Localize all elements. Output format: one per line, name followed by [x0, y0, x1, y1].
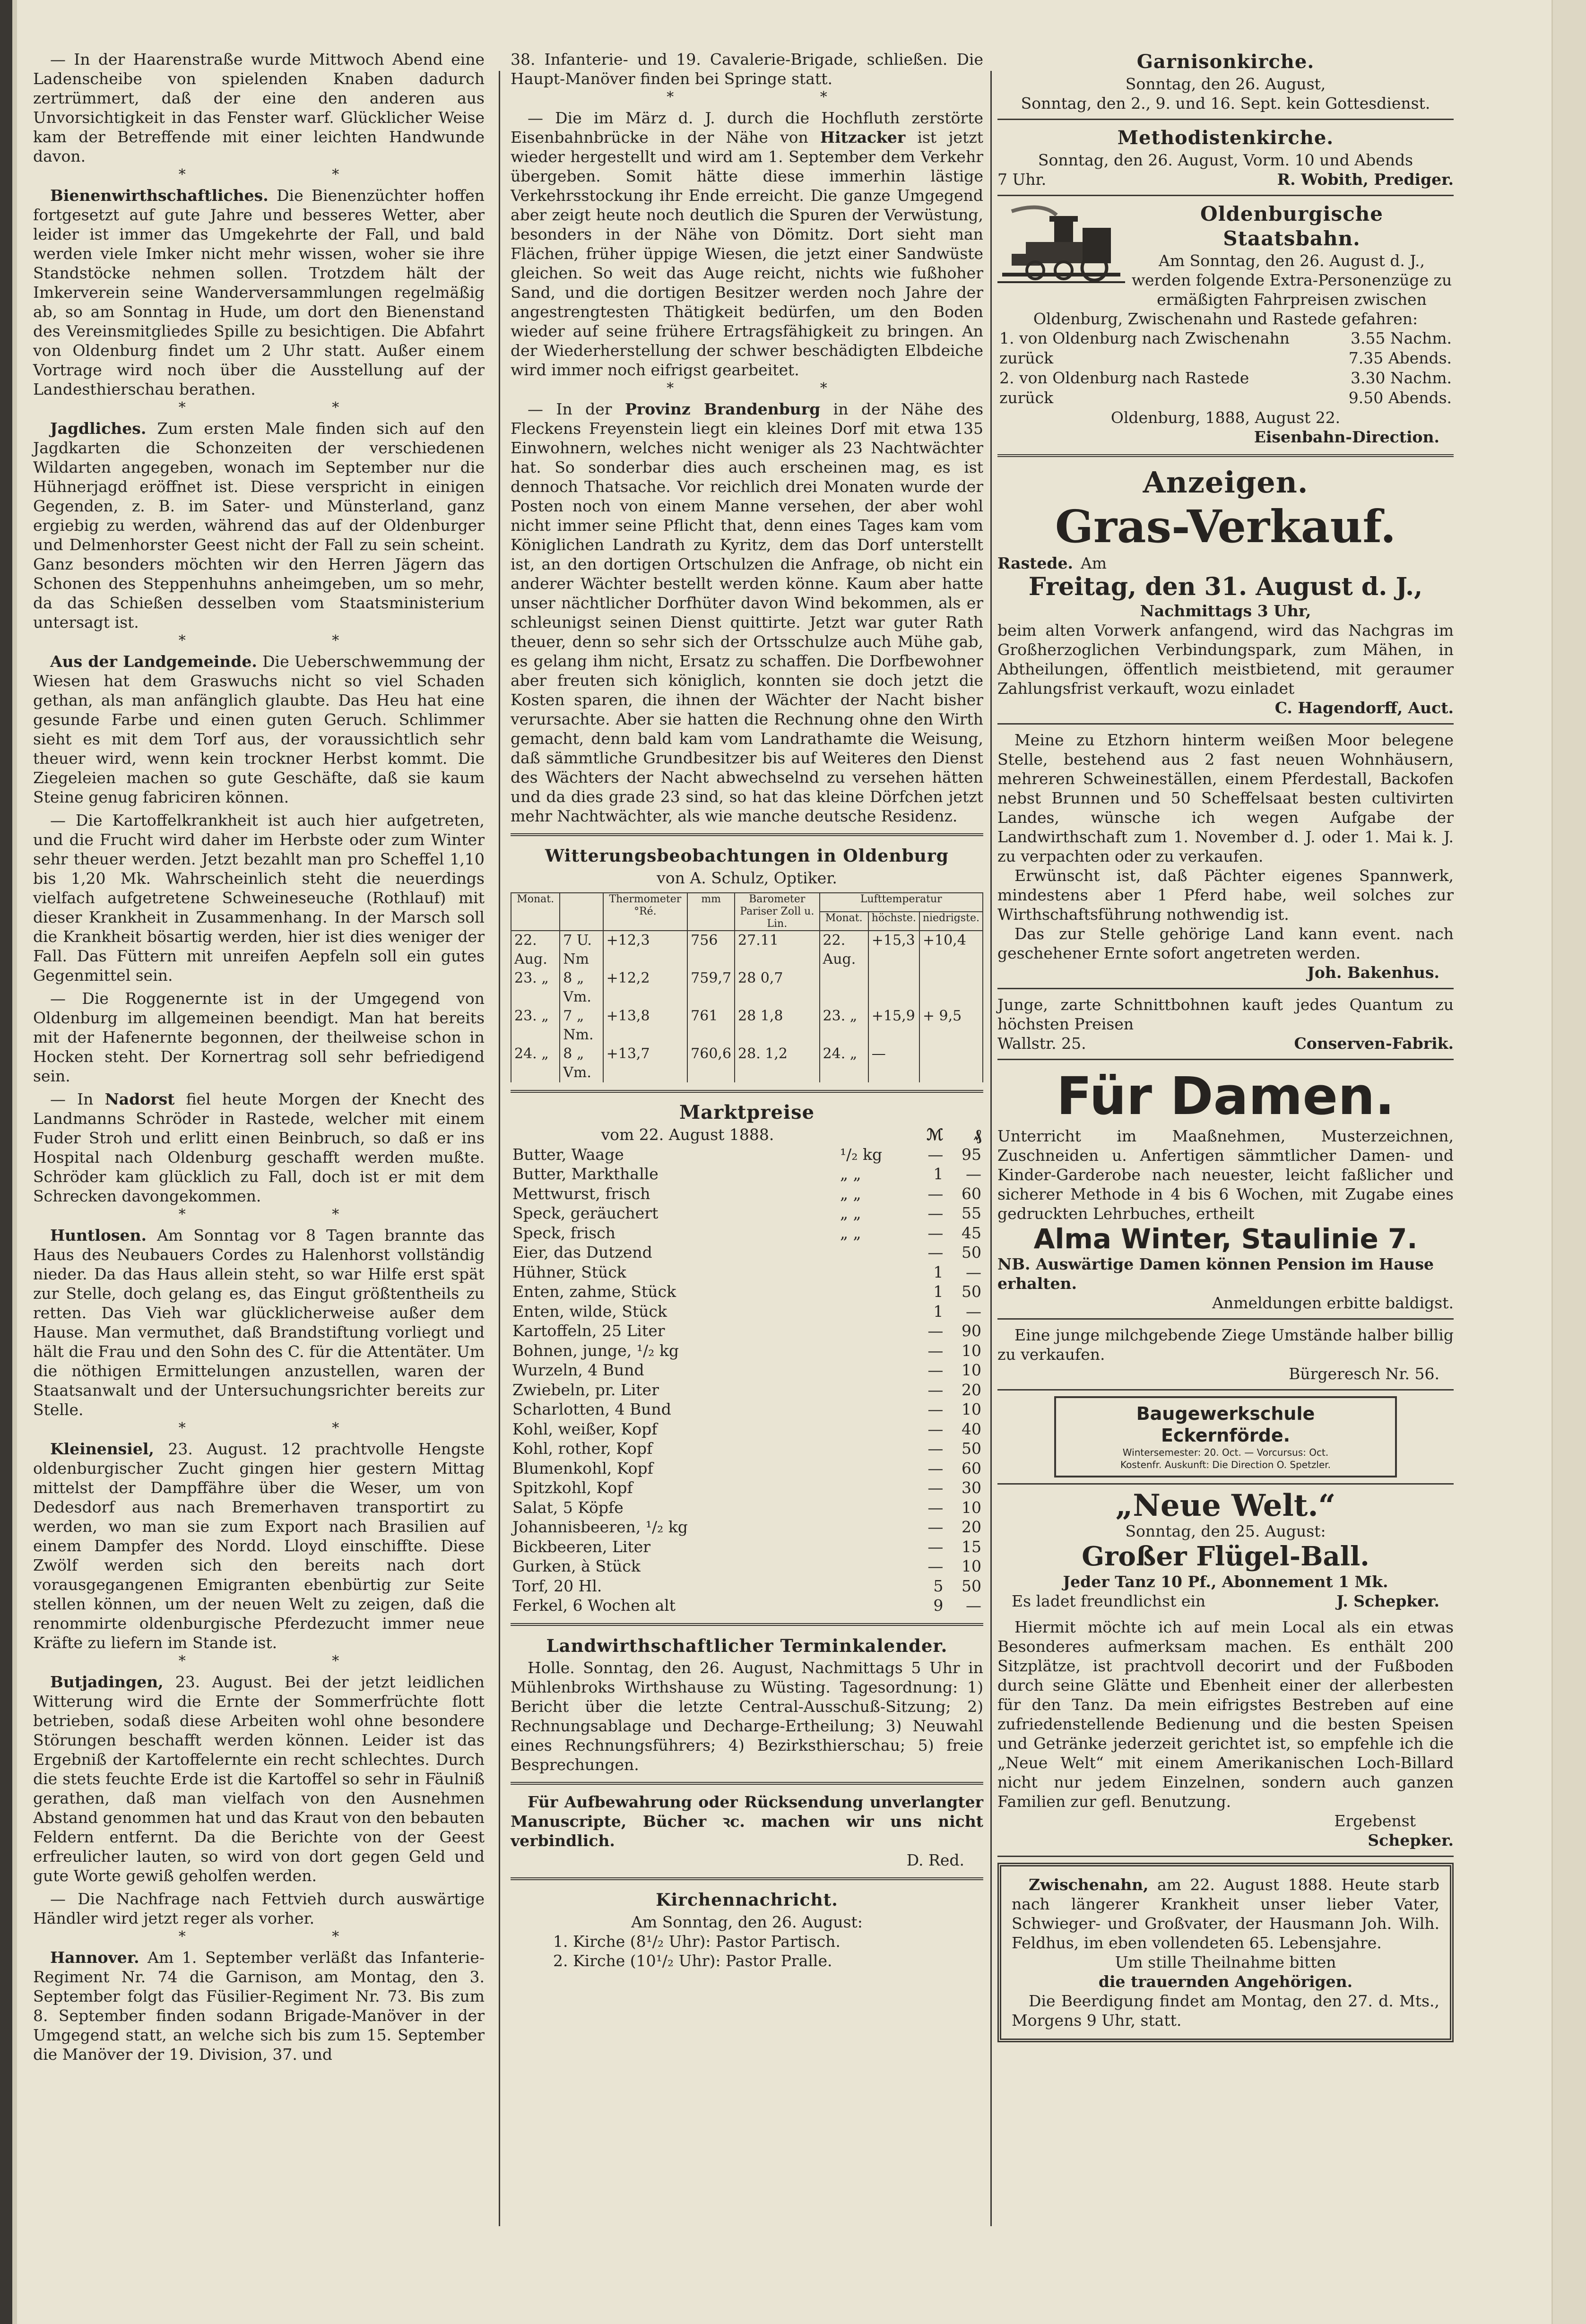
market-row-cell: 1: [933, 1302, 944, 1321]
market-row-cell: [838, 1243, 912, 1262]
divider: [997, 1318, 1454, 1320]
column-1: — In der Haarenstraße wurde Mittwoch Abend eine Ladenscheibe von spielenden Knaben dadurch zertrümmert, daß der eine den anderen aus Unvorsichtigkeit in das Fenster warf. Glücklicher Weise kam der Betreffende mit einer leichten Handwunde davon. * * Bienenwirthschaftliches. Die Bienenzüchter hoffen fortgesetzt auf gute Jahre und besseres Wetter, aber leider ist immer das Umgekehrte der Fall, und bald werden viele Imker nicht mehr wissen, woher sie ihre Standstöcke nehmen sollen. Trotzdem hält der Imkerverein seine Wanderversammlungen regelmäßig ab, so am Sonntag in Hude, um dort den Bienenstand des Vereinsmitgliedes Spille zu besichtigen. Die Abfahrt von Oldenburg findet um 2 Uhr statt. Außer einem Vortrage wird noch über die Ausstellung auf der Landesthierschau berathen. * * Jagdliches. Zum ersten Male finden sich auf den Jagdkarten die Schonzeiten der verschiedenen Wildarten angegeben, wonach im September nur die Hühnerjagd eröffnet ist. Diese verspricht in einigen Gegenden, z. B. im Sater- und Münsterland, ganz ergiebig zu werden, während das auf der Oldenburger und Delmenhorster Geest nicht der Fall zu sein scheint. Ganz besonders möchten wir den Herren Jägern das Schonen des Steppenhuhns anheimgeben, um so mehr, da das Schießen desselben vom Staatsministerium untersagt ist. * * Aus der Landgemeinde. Die Ueberschwemmung der Wiesen hat dem Graswuchs nicht so viel Schaden gethan, als man anfänglich glaubte. Das Heu hat eine gesunde Farbe und einen guten Geruch. Schlimmer sieht es mit dem Torf aus, der voraussichtlich sehr theuer wird, wenn kein trockner Herbst kommt. Die Ziegeleien machen so gute Geschäfte, daß sie kaum Steine genug fabriciren können. — Die Kartoffelkrankheit ist auch hier aufgetreten, und die Frucht wird daher im Herbste oder zum Winter sehr theuer werden. Jetzt bezahlt man pro Scheffel 1,10 bis 1,20 Mk. Wahrscheinlich steht die neuerdings vielfach aufgetretene Schweineseuche (Rothlauf) mit dieser Krankheit in Zusammenhang. In der Marsch soll die Krankheit bösartig werden, hier ist dies weniger der Fall. Das Füttern mit unreifen Aepfeln soll ein gutes Gegenmittel sein. — Die Roggenernte ist in der Umgegend von Oldenburg im allgemeinen beendigt. Man hat bereits mit der Hafenernte begonnen, der theilweise schon in Hocken steht. Der Kornertrag soll sehr befriedigend sein. — In Nadorst fiel heute Morgen der Knecht des Landmanns Schröder in Rastede, welcher mit einem Fuder Stroh und erlitt einen Beinbruch, so daß er ins Hospital nach Oldenburg geschafft werden mußte. Schröder kam glücklich zu Fall, doch ist er mit dem Schrecken davongekommen. * * Huntlosen. Am Sonntag vor 8 Tagen brannte das Haus des Neubauers Cordes zu Halenhorst vollständig nieder. Da das Haus allein steht, so war Hilfe erst spät zur Stelle, doch gelang es, das Eingut größtentheils zu retten. Das Vieh war glücklicherweise außer dem Hause. Man vermuthet, daß Brandstiftung vorliegt und hält die Frau und den Sohn des C. für die Attentäter. Um die nöthigen Ermittelungen anzustellen, waren der Staatsanwalt und der Untersuchungsrichter bereits zur Stelle. * * Kleinensiel, 23. August. 12 prachtvolle Hengste oldenburgischer Zucht gingen hier gestern Mittag mittelst der Dampffähre über die Weser, um von Dedesdorf aus nach Bremerhaven transportirt zu werden, wo man sie zum Export nach Brasilien auf einem Dampfer des Nordd. Lloyd einschiffte. Diese Zwölf werden sich den bereits nach dort vorausgegangenen Emigranten ebenbürtig zur Seite stellen können, um der neuen Welt zu zeigen, daß die renommirte oldenburgische Pferdezucht immer neue Kräfte zu liefern im Stande ist. * * Butjadingen, 23. August. Bei der jetzt leidlichen Witterung wird die Ernte der Sommerfrüchte flott betrieben, sodaß diese Arbeiten wohl ohne besondere Störungen beschafft werden können. Leider ist das Ergebniß der Kartoffelernte ein recht schlechtes. Durch die stets feuchte Erde ist die Kartoffel so sehr in Fäulniß gerathen, daß man vielfach von den Ausnehmen Abstand genommen hat und das Kraut von den bebauten Feldern entfernt. Da die Berichte von der Geest erfreulicher lauten, so wird von dort gegen Geld und gute Worte gewiß geholfen werden. — Die Nachfrage nach Fettvieh durch auswärtige Händler wird jetzt reger als vorher. * * Hannover. Am 1. September verläßt das Infanterie-Regiment Nr. 74 die Garnison, am Montag, den 3. September folgt das Füsilier-Regiment Nr. 73. Bis zum 8. September finden sodann Brigade-Manöver in der Umgegend statt, an welche sich bis zum 15. September die Manöver der 19. Division, 37. und: [33, 50, 485, 2064]
market-row-cell: 45: [962, 1223, 981, 1242]
market-row-cell: Speck, geräuchert: [512, 1204, 659, 1222]
market-row: [511, 1302, 983, 1322]
weather-row-cell: 28 1,8: [735, 1007, 820, 1045]
death-funeral: Die Beerdigung findet am Montag, den 27. d. Mts., Morgens 9 Uhr, statt.: [1012, 1992, 1439, 2030]
weather-row-cell: 23. „: [820, 1007, 868, 1045]
article-jagd: Jagdliches. Zum ersten Male finden sich auf den Jagdkarten die Schonzeiten der verschiedenen Wildarten angegeben, wonach im September nur die Hühnerjagd eröffnet ist. Diese verspricht in einigen Gegenden, z. B. im Sater- und Münsterland, ganz ergiebig zu werden, während das auf der Oldenburger und Delmenhorster Geest nicht der Fall zu sein scheint. Ganz besonders möchten wir den Herren Jägern das Schonen des Steppenhuhns anheimgeben, um so mehr, da das Schießen desselben vom Staatsministerium untersagt ist.: [33, 419, 485, 631]
article-hitzacker: — Die im März d. J. durch die Hochfluth zerstörte Eisenbahnbrücke in der Nähe von Hitzacker ist jetzt wieder hergestellt und wird am 1. September dem Verkehr übergeben. Somit hätte diese immerhin lästige Verkehrsstockung ihr Ende erreicht. Die ganze Umgegend aber zeigt heute noch deutlich die Spuren der Verwüstung, besonders in der Nähe von Dömitz. Dort sieht man Flächen, früher üppige Wiesen, die jetzt einer Sandwüste gleichen. So weit das Auge reicht, nichts wie fußhoher Sand, und die dortigen Besitzer werden noch Jahre der angestrengtesten Thätigkeit bedürfen, um den Boden wieder auf seine frühere Ertragsfähigkeit zu bringen. An der Wiederherstellung der schwer beschädigten Elbdeiche wird immer noch eifrigst gearbeitet.: [511, 109, 984, 379]
market-row-cell: 1: [933, 1262, 944, 1281]
stelle-text: Das zur Stelle gehörige Land kann event. nach geschehener Ernte sofort angetreten werden.: [997, 924, 1454, 962]
market-row: [511, 1282, 983, 1302]
damen-nb2: Anmeldungen erbitte baldigst.: [1212, 1294, 1454, 1312]
welt-ball: Großer Flügel-Ball.: [1082, 1541, 1369, 1572]
market-row-cell: Gurken, à Stück: [512, 1557, 641, 1575]
article-landgemeinde: Aus der Landgemeinde. Die Ueberschwemmung der Wiesen hat dem Graswuchs nicht so viel Schaden gethan, als man anfänglich glaubte. Das Heu hat eine gesunde Farbe und einen guten Geruch. Schlimmer sieht es mit dem Torf aus, der voraussichtlich sehr theuer wird, wenn kein trockner Herbst kommt. Die Ziegeleien machen so gute Geschäfte, daß sie kaum Steine genug fabriciren können.: [33, 652, 485, 806]
market-row-cell: [838, 1302, 912, 1322]
market-row-cell: [838, 1360, 912, 1380]
market-row-cell: 95: [962, 1145, 981, 1164]
market-row-cell: Wurzeln, 4 Bund: [512, 1361, 644, 1379]
methodist-line: 7 Uhr.: [997, 170, 1047, 189]
weather-subtitle: von A. Schulz, Optiker.: [657, 869, 837, 887]
ads-title: Anzeigen.: [1143, 465, 1309, 500]
article-butjadingen: Butjadingen, 23. August. Bei der jetzt leidlichen Witterung wird die Ernte der Sommerfrüchte flott betrieben, sodaß diese Arbeiten wohl ohne besondere Störungen beschafft werden können. Leider ist das Ergebniß der Kartoffelernte ein recht schlechtes. Durch die stets feuchte Erde ist die Kartoffel so sehr in Fäulniß gerathen, daß man vielfach von den Ausnehmen Abstand genommen hat und das Kraut von den bebauten Feldern entfernt. Da die Berichte von der Geest erfreulicher lauten, so wird von dort gegen Geld und gute Worte gewiß geholfen werden.: [33, 1673, 485, 1885]
weather-header: Monat.: [820, 912, 868, 931]
weather-header: höchste.: [868, 912, 919, 931]
market-row-cell: 15: [962, 1537, 981, 1556]
editor-note: Für Aufbewahrung oder Rücksendung unverlangter Manuscripte, Bücher ꝛc. machen wir uns nicht verbindlich.: [511, 1792, 983, 1850]
locomotive-icon: [997, 202, 1125, 296]
headline: Hitzacker: [820, 128, 906, 147]
weather-row: [511, 969, 983, 1007]
church-news-date: Am Sonntag, den 26. August:: [631, 1912, 863, 1931]
welt-title: „Neue Welt.“: [1115, 1488, 1336, 1523]
welt-ladet: Es ladet freundlichst ein: [1012, 1592, 1206, 1610]
market-row-cell: —: [927, 1419, 944, 1438]
market-row: [511, 1203, 983, 1223]
market-row-cell: 10: [962, 1361, 981, 1379]
market-row-cell: —: [927, 1439, 944, 1458]
headline: Kleinensiel,: [50, 1440, 154, 1458]
market-row: [511, 1262, 983, 1282]
scan-edge: [0, 0, 12, 2324]
divider: [997, 723, 1454, 725]
railway-row: [997, 328, 1454, 348]
weather-header: Thermometer °Ré.: [603, 893, 688, 931]
market-row: [511, 1439, 983, 1459]
railway-sign: Eisenbahn-Direction.: [1254, 428, 1439, 446]
weather-row-cell: 23. „: [511, 969, 560, 1007]
market-row-cell: 50: [962, 1282, 981, 1301]
divider: [997, 1059, 1454, 1060]
weather-row: [511, 1007, 983, 1045]
market-row-cell: —: [927, 1459, 944, 1477]
railway-ad: [997, 202, 1454, 447]
market-row-cell: Kartoffeln, 25 Liter: [512, 1322, 665, 1340]
article-nadorst: — In Nadorst fiel heute Morgen der Knecht des Landmanns Schröder in Rastede, welcher mit einem Fuder Stroh und erlitt einen Beinbruch, so daß er ins Hospital nach Oldenburg geschafft werden mußte. Schröder kam glücklich zu Fall, doch ist er mit dem Schrecken davongekommen.: [33, 1090, 485, 1205]
welt-sign2: Schepker.: [1368, 1831, 1454, 1849]
market-row-cell: 20: [962, 1518, 981, 1536]
market-row-cell: Johannisbeeren, ¹/₂ kg: [512, 1518, 688, 1536]
market-row: [511, 1184, 983, 1204]
market-row: [511, 1341, 983, 1361]
market-row-cell: Speck, frisch: [512, 1223, 615, 1242]
weather-row-cell: 28. 1,2: [735, 1045, 820, 1082]
divider: [511, 1623, 983, 1626]
market-row-cell: —: [927, 1400, 944, 1418]
termin-title: Landwirthschaftlicher Terminkalender.: [546, 1635, 948, 1656]
gras-title: Gras-Verkauf.: [1055, 501, 1396, 553]
market-row: [511, 1321, 983, 1341]
market-row-cell: 1: [933, 1282, 944, 1301]
methodist-title: Methodistenkirche.: [1117, 127, 1334, 149]
market-row-cell: [838, 1576, 912, 1596]
weather-group-header: Lufttemperatur: [820, 893, 983, 912]
garnison-line: Sonntag, den 26. August,: [1125, 75, 1326, 93]
currency-pfennig: ₰: [973, 1125, 981, 1144]
weather-header: [560, 893, 603, 931]
weather-row-cell: +15,9: [868, 1007, 919, 1045]
methodist-line: Sonntag, den 26. August, Vorm. 10 und Abends: [1038, 151, 1413, 169]
weather-header: Monat.: [511, 893, 560, 931]
damen-nb: NB. Auswärtige Damen können Pension im Hause erhalten.: [997, 1255, 1434, 1293]
railway-date: Oldenburg, 1888, August 22.: [1110, 408, 1341, 427]
market-row: [511, 1400, 983, 1419]
weather-row-cell: 761: [687, 1007, 735, 1045]
weather-row-cell: 756: [687, 931, 735, 969]
article-brandenburg: — In der Provinz Brandenburg in der Nähe des Fleckens Freyenstein liegt ein kleines Dorf mit etwa 135 Einwohnern, welches nicht weniger als 23 Nachtwächter hat. So sonderbar dies auch erscheinen mag, es ist dennoch Thatsache. Vor reichlich drei Monaten wurde der Posten noch von einem Manne versehen, der aber wohl nicht immer seine Pflicht that, denn eines Tages kam vom Königlichen Landrath zu Kyritz, dem das Dorf unterstellt ist, an den dortigen Ortschulzen die Anfrage, ob nicht ein anderer Wächter bestellt werden könne. Kaum aber hatte unser nächtlicher Dorfhüter davon Wind bekommen, als er schleunigst seinen Dienst quittirte. Jetzt war guter Rath theuer, denn so sehr sich der Ortsschulze auch Mühe gab, es gelang ihm nicht, Ersatz zu schaffen. Die Dorfbewohner aber freuten sich königlich, konnten sie doch jetzt die Kosten sparen, die ihnen der Wächter der Nacht bisher verursachte. Aber sie hatten die Rechnung ohne den Wirth gemacht, denn bald kam vom Landrathamte die Weisung, daß sämmtliche Grundbesitzer bis auf Weiteres den Dienst des Wächters der Nacht abwechselnd zu versehen hätten und da dies grade 23 sind, so hat das kleine Dörfchen jetzt mehr Nachtwächter, als wie manche deutsche Residenz.: [511, 400, 984, 825]
stelle-sign: Joh. Bakenhus.: [1307, 963, 1439, 982]
weather-row-cell: 24. „: [820, 1045, 868, 1082]
weather-row-cell: +12,2: [603, 969, 688, 1007]
headline: Butjadingen,: [50, 1673, 164, 1691]
market-title: Marktpreise: [679, 1101, 815, 1123]
railway-text: Am Sonntag, den 26. August d. J., werden folgende Extra-Personenzüge zu ermäßigten Fahrpreisen zwischen Oldenburg, Zwischenahn und Rastede gefahren:: [1033, 251, 1452, 328]
market-row-cell: Spitzkohl, Kopf: [512, 1478, 633, 1497]
market-row-cell: 10: [962, 1557, 981, 1575]
gras-text: beim alten Vorwerk anfangend, wird das Nachgras im Großherzoglichen Verbindungspark, zum Mähen, in Abtheilungen, öffentlich meistbietend, mit geraumer Zahlungsfrist verkauft, wozu einladet: [997, 621, 1454, 698]
stelle-text: Erwünscht ist, daß Pächter eigenes Spannwerk, mindestens aber 1 Pferd habe, weil solches zur Wirthschaftsführung nothwendig ist.: [997, 866, 1454, 924]
railway-schedule: [997, 328, 1454, 408]
weather-row-cell: 28 0,7: [735, 969, 820, 1007]
garnison-line: Sonntag, den 2., 9. und 16. Sept. kein Gottesdienst.: [1021, 94, 1430, 112]
market-row-cell: Scharlotten, 4 Bund: [512, 1400, 671, 1418]
market-row-cell: 40: [962, 1419, 981, 1438]
market-row: [511, 1380, 983, 1400]
garnison-title: Garnisonkirche.: [1136, 51, 1315, 73]
market-row-cell: 20: [962, 1380, 981, 1399]
market-row-cell: Kohl, rother, Kopf: [512, 1439, 653, 1458]
editor-sign: D. Red.: [906, 1850, 964, 1869]
page-edge: [1551, 0, 1586, 2324]
death-notice: [997, 1863, 1454, 2042]
market-row-cell: Enten, wilde, Stück: [512, 1302, 667, 1321]
market-row-cell: 55: [962, 1204, 981, 1222]
market-row-cell: [838, 1596, 912, 1616]
bohnen-text: Junge, zarte Schnittbohnen kauft jedes Quantum zu höchsten Preisen: [997, 995, 1454, 1033]
headline: Aus der Landgemeinde.: [50, 652, 257, 671]
market-row-cell: „ „: [840, 1204, 861, 1222]
railway-row-cell: 2. von Oldenburg nach Rastede: [999, 369, 1249, 387]
divider: [511, 833, 983, 836]
weather-row: [511, 1045, 983, 1082]
weather-row-cell: +13,7: [603, 1045, 688, 1082]
market-row: [511, 1556, 983, 1576]
divider: [511, 1090, 983, 1093]
welt-text: Hiermit möchte ich auf mein Local als ein etwas Besonderes aufmerksam machen. Es enthält 200 Sitzplätze, ist prachtvoll decorirt und der Fußboden durch seine Glätte und Ebenheit einer der allerbesten für den Tanz. Da mein eifrigstes Bestreben auf eine zufriedenstellende Bedienung und die besten Speisen und Getränke jederzeit gerichtet ist, so empfehle ich die „Neue Welt“ mit einem Amerikanischen Loch-Billard nicht nur jedem Einzelnen, sondern auch ganzen Familien zur gefl. Benutzung.: [997, 1618, 1454, 1811]
market-row: [511, 1419, 983, 1439]
gras-place: Rastede.: [997, 554, 1073, 572]
market-row-cell: [838, 1498, 912, 1518]
market-row-cell: 60: [962, 1459, 981, 1477]
market-row-cell: 9: [933, 1596, 944, 1615]
article-hannover-cont: 38. Infanterie- und 19. Cavalerie-Brigade, schließen. Die Haupt-Manöver finden bei Springe statt.: [511, 50, 983, 88]
market-row-cell: —: [927, 1145, 944, 1164]
weather-table: [511, 892, 983, 1082]
market-row-cell: [838, 1537, 912, 1557]
currency-mark: ℳ: [927, 1125, 944, 1144]
market-row-cell: —: [966, 1596, 981, 1615]
market-subtitle: vom 22. August 1888.: [601, 1125, 774, 1144]
market-row-cell: 50: [962, 1243, 981, 1261]
market-row-cell: 10: [962, 1498, 981, 1517]
bgs-title: Baugewerkschule: [1136, 1403, 1315, 1424]
market-row-cell: 5: [933, 1576, 944, 1595]
divider: [997, 1856, 1454, 1857]
termin-text: Holle. Sonntag, den 26. August, Nachmittags 5 Uhr in Mühlenbroks Wirthshause zu Wüsting. Tagesordnung: 1) Bericht über die letzte Central-Ausschuß-Sitzung; 2) Rechnungsablage und Decharge-Ertheilung; 3) Neuwahl eines Rechnungsführers; 4) Bezirksthierschau; 5) freie Besprechungen.: [511, 1658, 983, 1774]
market-row: [511, 1478, 983, 1498]
headline: Bienenwirthschaftliches.: [50, 186, 269, 205]
weather-row-cell: [919, 969, 983, 1007]
market-row-cell: Salat, 5 Köpfe: [512, 1498, 624, 1517]
market-row-cell: [838, 1341, 912, 1361]
market-row-cell: —: [966, 1302, 981, 1321]
weather-row-cell: 22. Aug.: [820, 931, 868, 969]
market-row-cell: —: [927, 1518, 944, 1536]
stelle-text: Meine zu Etzhorn hinterm weißen Moor belegene Stelle, bestehend aus 2 fast neuen Wohnhäusern, mehreren Schweineställen, einem Pferdestall, Backofen nebst Brunnen und 50 Scheffelsaat besten cultivirten Landes, wünsche ich wegen Aufgabe der Landwirthschaft zum 1. November d. J. oder 1. Mai k. J. zu verpachten oder zu verkaufen.: [997, 731, 1454, 865]
column-3: [997, 50, 1454, 2042]
article-kartoffel: — Die Kartoffelkrankheit ist auch hier aufgetreten, und die Frucht wird daher im Herbste oder zum Winter sehr theuer werden. Jetzt bezahlt man pro Scheffel 1,10 bis 1,20 Mk. Wahrscheinlich steht die neuerdings vielfach aufgetretene Schweineseuche (Rothlauf) mit dieser Krankheit in Zusammenhang. In der Marsch soll die Krankheit bösartig werden, hier ist dies weniger der Fall. Das Füttern mit unreifen Aepfeln soll ein gutes Gegenmittel sein.: [33, 811, 485, 985]
market-row-cell: Bohnen, junge, ¹/₂ kg: [512, 1341, 679, 1360]
bgs-line: Wintersemester: 20. Oct. — Vorcursus: Oct.: [1122, 1447, 1329, 1458]
weather-header: Barometer Pariser Zoll u. Lin.: [735, 893, 820, 931]
weather-header: mm: [687, 893, 735, 931]
railway-row-cell: zurück: [999, 389, 1054, 407]
railway-row: [997, 388, 1454, 408]
article-huntlosen: Huntlosen. Am Sonntag vor 8 Tagen brannte das Haus des Neubauers Cordes zu Halenhorst vollständig nieder. Da das Haus allein steht, so war Hilfe erst spät zur Stelle, doch gelang es, das Eingut größtentheils zu retten. Das Vieh war glücklicherweise außer dem Hause. Man vermuthet, daß Brandstiftung vorliegt und hält die Frau und den Sohn des C. für die Attentäter. Um die nöthigen Ermittelungen anzustellen, waren der Staatsanwalt und der Untersuchungsrichter bereits zur Stelle.: [33, 1226, 485, 1419]
market-row-cell: [838, 1459, 912, 1478]
market-row-cell: —: [927, 1557, 944, 1575]
weather-row-cell: +10,4: [919, 931, 983, 969]
railway-row-cell: 1. von Oldenburg nach Zwischenahn: [999, 329, 1290, 347]
railway-row: [997, 368, 1454, 388]
market-row-cell: „ „: [840, 1223, 861, 1242]
weather-row-cell: + 9,5: [919, 1007, 983, 1045]
market-row-cell: 10: [962, 1341, 981, 1360]
bohnen-addr: Wallstr. 25.: [997, 1034, 1086, 1053]
baugewerkschule-box: [1054, 1396, 1397, 1477]
divider: [997, 119, 1454, 120]
ziege-addr: Bürgeresch Nr. 56.: [1289, 1365, 1439, 1383]
death-sign: die trauernden Angehörigen.: [1098, 1972, 1353, 1991]
death-text: Zwischenahn, am 22. August 1888. Heute starb nach längerer Krankheit unser lieber Vater, Schwieger- und Großvater, der Hausmann Joh. Wilh. Feldhus, im eben vollendeten 65. Lebensjahre.: [1012, 1875, 1439, 1952]
market-row: [511, 1596, 983, 1616]
railway-row: [997, 348, 1454, 368]
article-hannover: Hannover. Am 1. September verläßt das Infanterie-Regiment Nr. 74 die Garnison, am Montag, den 3. September folgt das Füsilier-Regiment Nr. 73. Bis zum 8. September finden sodann Brigade-Manöver in der Umgegend statt, an welche sich bis zum 15. September die Manöver der 19. Division, 37. und: [33, 1948, 485, 2064]
market-row-cell: 50: [962, 1576, 981, 1595]
market-row-cell: Eier, das Dutzend: [512, 1243, 652, 1261]
market-row-cell: —: [966, 1165, 981, 1183]
weather-row-cell: 759,7: [687, 969, 735, 1007]
market-row-cell: Ferkel, 6 Wochen alt: [512, 1596, 676, 1615]
market-row-cell: Butter, Markthalle: [512, 1165, 659, 1183]
market-row: [511, 1243, 983, 1262]
weather-row-cell: +15,3: [868, 931, 919, 969]
market-row-cell: Zwiebeln, pr. Liter: [512, 1380, 659, 1399]
market-row-cell: —: [927, 1498, 944, 1517]
headline: Huntlosen.: [50, 1226, 147, 1244]
market-row-cell: —: [927, 1184, 944, 1203]
railway-row-cell: 7.35 Abends.: [1348, 349, 1452, 367]
market-row-cell: —: [927, 1204, 944, 1222]
damen-text: Unterricht im Maaßnehmen, Musterzeichnen, Zuschneiden u. Anfertigen sämmtlicher Damen- und Kinder-Garderobe nach neuester, leicht faßlicher und sicherer Methode in 4 bis 6 Wochen, mit Zugabe eines gedruckten Lehrbuches, ertheilt: [997, 1127, 1454, 1223]
methodist-sign: R. Wobith, Prediger.: [1277, 170, 1454, 189]
market-row-cell: [838, 1439, 912, 1459]
welt-tanz: Jeder Tanz 10 Pf., Abonnement 1 Mk.: [1063, 1572, 1388, 1591]
headline: Provinz Brandenburg: [624, 400, 821, 418]
church-news-item: 2. Kirche (10¹/₂ Uhr): Pastor Pralle.: [553, 1951, 832, 1970]
divider: [997, 1389, 1454, 1391]
market-row: [511, 1459, 983, 1478]
market-row-cell: 90: [962, 1322, 981, 1340]
market-row: [511, 1498, 983, 1518]
article-fettvieh: — Die Nachfrage nach Fettvieh durch auswärtige Händler wird jetzt reger als vorher.: [33, 1890, 485, 1927]
market-row: [511, 1517, 983, 1537]
damen-name: Alma Winter, Staulinie 7.: [1033, 1223, 1418, 1255]
market-row: [511, 1223, 983, 1243]
divider: [511, 1782, 983, 1785]
death-place: Zwischenahn,: [1029, 1875, 1149, 1894]
market-row-cell: 60: [962, 1184, 981, 1203]
weather-row-cell: 27.11: [735, 931, 820, 969]
railway-title: Oldenburgische Staatsbahn.: [1200, 202, 1383, 250]
gras-sign: C. Hagendorff, Auct.: [1274, 699, 1454, 717]
market-row: [511, 1360, 983, 1380]
divider: [997, 1483, 1454, 1485]
market-row-cell: Mettwurst, frisch: [512, 1184, 650, 1203]
article-roggen: — Die Roggenernte ist in der Umgegend von Oldenburg im allgemeinen beendigt. Man hat bereits mit der Hafenernte begonnen, der theilweise schon in Hocken steht. Der Kornertrag soll sehr befriedigend sein.: [33, 989, 485, 1085]
market-row-cell: Hühner, Stück: [512, 1262, 626, 1281]
market-row-cell: 50: [962, 1439, 981, 1458]
death-bitte: Um stille Theilnahme bitten: [1115, 1953, 1336, 1971]
article-kleinensiel: Kleinensiel, 23. August. 12 prachtvolle Hengste oldenburgischer Zucht gingen hier gestern Mittag mittelst der Dampffähre über die Weser, um von Dedesdorf aus nach Bremerhaven transportirt zu werden, wo man sie zum Export nach Brasilien auf einem Dampfer des Nordd. Lloyd einschiffte. Diese Zwölf werden sich den bereits nach dort vorausgegangenen Emigranten ebenbürtig zur Seite stellen können, um der neuen Welt zu zeigen, daß die renommirte oldenburgische Pferdezucht immer neue Kräfte zu liefern im Stande ist.: [33, 1440, 485, 1652]
market-row-cell: [838, 1262, 912, 1282]
headline: Nadorst: [104, 1090, 175, 1108]
weather-header: niedrigste.: [919, 912, 983, 931]
railway-row-cell: zurück: [999, 349, 1054, 367]
divider: [511, 1877, 983, 1880]
damen-title: Für Damen.: [1056, 1066, 1395, 1126]
bohnen-sign: Conserven-Fabrik.: [1294, 1034, 1454, 1053]
weather-row-cell: +13,8: [603, 1007, 688, 1045]
market-row-cell: —: [927, 1537, 944, 1556]
railway-row-cell: 3.30 Nachm.: [1350, 369, 1452, 387]
article-bienen: Bienenwirthschaftliches. Die Bienenzüchter hoffen fortgesetzt auf gute Jahre und besseres Wetter, aber leider ist immer das Umgekehrte der Fall, und bald werden viele Imker nicht mehr wissen, woher sie ihre Standstöcke nehmen sollen. Trotzdem hält der Imkerverein seine Wanderversammlungen regelmäßig ab, so am Sonntag in Hude, um dort den Bienenstand des Vereinsmitgliedes Spille zu besichtigen. Die Abfahrt von Oldenburg findet um 2 Uhr statt. Außer einem Vortrage wird noch über die Ausstellung auf der Landesthierschau berathen.: [33, 186, 485, 398]
welt-date: Sonntag, den 25. August:: [1125, 1522, 1326, 1540]
weather-row: [511, 931, 983, 969]
headline: Hannover.: [50, 1948, 139, 1967]
column-rule-2: [990, 71, 992, 2226]
market-row-cell: —: [927, 1341, 944, 1360]
market-row-cell: [838, 1419, 912, 1439]
market-row-cell: Enten, zahme, Stück: [512, 1282, 676, 1301]
market-row-cell: [838, 1400, 912, 1419]
market-row-cell: [838, 1282, 912, 1302]
market-row-cell: „ „: [840, 1165, 861, 1183]
church-news-item: 1. Kirche (8¹/₂ Uhr): Pastor Partisch.: [553, 1932, 841, 1951]
weather-row-cell: 8 „ Vm.: [560, 969, 603, 1007]
scan-edge-light: [12, 0, 17, 2324]
column-rule-1: [499, 71, 500, 2226]
column-2: 38. Infanterie- und 19. Cavalerie-Brigade, schließen. Die Haupt-Manöver finden bei Springe statt. * * — Die im März d. J. durch die Hochfluth zerstörte Eisenbahnbrücke in der Nähe von Hitzacker ist jetzt wieder hergestellt und wird am 1. September dem Verkehr übergeben. Somit hätte diese immerhin lästige Verkehrsstockung ihr Ende erreicht. Die ganze Umgegend aber zeigt heute noch deutlich die Spuren der Verwüstung, besonders in der Nähe von Dömitz. Dort sieht man Flächen, früher üppige Wiesen, die jetzt einer Sandwüste gleichen. So weit das Auge reicht, nichts wie fußhoher Sand, und die dortigen Besitzer werden noch Jahre der angestrengtesten Thätigkeit bedürfen, um den Boden wieder auf seine frühere Ertragsfähigkeit zu bringen. An der Wiederherstellung der schwer beschädigten Elbdeiche wird immer noch eifrigst gearbeitet. * * — In der Provinz Brandenburg in der Nähe des Fleckens Freyenstein liegt ein kleines Dorf mit etwa 135 Einwohnern, welches nicht weniger als 23 Nachtwächter hat. So sonderbar dies auch erscheinen mag, es ist dennoch Thatsache. Vor reichlich drei Monaten wurde der Posten noch von einem Manne versehen, der aber wohl nicht immer seine Pflicht that, denn eines Tages kam vom Königlichen Landrath zu Kyritz, dem das Dorf unterstellt ist, an den dortigen Ortschulzen die Anfrage, ob nicht ein anderer Wächter bestellt werden könne. Kaum aber hatte unser nächtlicher Dorfhüter davon Wind bekommen, als er schleunigst seinen Dienst quittirte. Jetzt war guter Rath theuer, denn so sehr sich der Ortsschulze auch Mühe gab, es gelang ihm nicht, Ersatz zu schaffen. Die Dorfbewohner aber freuten sich königlich, konnten sie doch jetzt die Kosten sparen, die ihnen der Wächter der Nacht bisher verursachte. Aber sie hatten die Rechnung ohne den Wirth gemacht, denn bald kam vom Landrathamte die Weisung, daß sämmtliche Grundbesitzer bis auf Weiteres den Dienst des Wächters der Nacht abwechselnd zu versehen hätten und da dies grade 23 sind, so hat das kleine Dörfchen jetzt mehr Nachtwächter, als wie manche deutsche Residenz. Witterungsbeobachtungen in Oldenburg von A. Schulz, Optiker. Monat. Thermometer °Ré. mm Barometer Pariser Zoll u. Lin. Lufttemperatur Monat. höchste. niedrigste. 22. Aug. 7 U. Nm +12,3 756 27.11 22. Aug. +15,3 +10,4 23. „ 8 „ Vm. +12,2 759,7 28 0,7 23. „ 7 „ Nm. +13,8 761 28 1,8 23. „ +15,9 + 9,5 24. „ 8 „ Vm. +13,7 760,6 28. 1,2 24. „ — Marktpreise vom 22. August 1888. ℳ ₰ Butter, Waage ¹/₂ kg — 95 Butter, Markthalle „ „ 1 — Mettwurst, frisch „ „ — 60 Speck, geräuchert „ „ — 55 Speck, frisch „ „ — 45 Eier, das Dutzend — 50 Hühner, Stück 1 — Enten, zahme, Stück 1 50 Enten, wilde, Stück 1 — Kartoffeln, 25 Liter — 90 Bohnen, junge, ¹/₂ kg — 10 Wurzeln, 4 Bund — 10 Zwiebeln, pr. Liter — 20 Scharlotten, 4 Bund — 10 Kohl, weißer, Kopf — 40 Kohl, rother, Kopf — 50 Blumenkohl, Kopf — 60 Spitzkohl, Kopf — 30 Salat, 5 Köpfe — 10 Johannisbeeren, ¹/₂ kg — 20 Bickbeeren, Liter — 15 Gurken, à Stück — 10 Torf, 20 Hl. 5 50 Ferkel, 6 Wochen alt 9 — Landwirthschaftlicher Terminkalender. Holle. Sonntag, den 26. August, Nachmittags 5 Uhr in Mühlenbroks Wirthshause zu Wüsting. Tagesordnung: 1) Bericht über die letzte Central-Ausschuß-Sitzung; 2) Rechnungsablage und Decharge-Ertheilung; 3) Neuwahl eines Rechnungsführers; 4) Bezirksthierschau; 5) freie Besprechungen. Für Aufbewahrung oder Rücksendung unverlangter Manuscripte, Bücher ꝛc. machen wir uns nicht verbindlich. D. Red. Kirchennachricht. Am Sonntag, den 26. August: 1. Kirche (8¹/₂ Uhr): Pastor Partisch. 2. Kirche (10¹/₂ Uhr): Pastor Pralle.: [511, 50, 984, 1970]
weather-row-cell: +12,3: [603, 931, 688, 969]
market-row-cell: —: [966, 1262, 981, 1281]
railway-row-cell: 3.55 Nachm.: [1350, 329, 1452, 347]
market-table: [511, 1125, 983, 1616]
market-row-cell: 10: [962, 1400, 981, 1418]
market-row-cell: —: [927, 1223, 944, 1242]
market-row-cell: [838, 1517, 912, 1537]
welt-erg: Ergebenst: [1334, 1812, 1416, 1830]
divider: [997, 454, 1454, 457]
market-row-cell: —: [927, 1322, 944, 1340]
bgs-place: Eckernförde.: [1161, 1425, 1291, 1446]
church-news-title: Kirchennachricht.: [656, 1890, 838, 1910]
market-row-cell: Butter, Waage: [512, 1145, 624, 1164]
market-row-cell: —: [927, 1243, 944, 1261]
market-row-cell: [838, 1478, 912, 1498]
market-row: [511, 1145, 983, 1165]
market-row-cell: Kohl, weißer, Kopf: [512, 1419, 658, 1438]
weather-row-cell: 760,6: [687, 1045, 735, 1082]
market-row-cell: ¹/₂ kg: [840, 1145, 883, 1164]
market-row-cell: [838, 1556, 912, 1576]
welt-sign: J. Schepker.: [1336, 1592, 1439, 1610]
market-row-cell: —: [927, 1380, 944, 1399]
market-row: [511, 1537, 983, 1557]
weather-row-cell: [868, 969, 919, 1007]
gras-am: Am: [1080, 554, 1107, 572]
railway-row-cell: 9.50 Abends.: [1348, 389, 1452, 407]
weather-row-cell: 22. Aug.: [511, 931, 560, 969]
divider: [997, 988, 1454, 989]
bgs-line: Kostenfr. Auskunft: Die Direction O. Spetzler.: [1120, 1459, 1331, 1470]
divider: [997, 195, 1454, 196]
weather-row-cell: [820, 969, 868, 1007]
ziege-text: Eine junge milchgebende Ziege Umstände halber billig zu verkaufen.: [997, 1326, 1454, 1364]
market-row-cell: 1: [933, 1165, 944, 1183]
market-row-cell: Bickbeeren, Liter: [512, 1537, 651, 1556]
article-ladenscheibe: — In der Haarenstraße wurde Mittwoch Abend eine Ladenscheibe von spielenden Knaben dadurch zertrümmert, daß der eine den anderen aus Unvorsichtigkeit in das Fenster warf. Glücklicher Weise kam der Betreffende mit einer leichten Handwunde davon.: [33, 50, 485, 165]
market-row-cell: —: [927, 1361, 944, 1379]
weather-row-cell: [919, 1045, 983, 1082]
market-row-cell: —: [927, 1478, 944, 1497]
weather-row-cell: 8 „ Vm.: [560, 1045, 603, 1082]
market-row-cell: „ „: [840, 1184, 861, 1203]
market-row-cell: 30: [962, 1478, 981, 1497]
weather-row-cell: 7 „ Nm.: [560, 1007, 603, 1045]
market-row: [511, 1576, 983, 1596]
weather-row-cell: 23. „: [511, 1007, 560, 1045]
market-row-cell: [838, 1321, 912, 1341]
gras-time: Nachmittags 3 Uhr,: [1140, 602, 1311, 620]
weather-row-cell: —: [868, 1045, 919, 1082]
market-row-cell: Torf, 20 Hl.: [512, 1576, 602, 1595]
headline: Jagdliches.: [50, 419, 147, 438]
weather-row-cell: 24. „: [511, 1045, 560, 1082]
market-row-cell: [838, 1380, 912, 1400]
gras-date: Freitag, den 31. August d. J.,: [1028, 572, 1423, 601]
market-row: [511, 1164, 983, 1184]
market-row-cell: Blumenkohl, Kopf: [512, 1459, 653, 1477]
weather-row-cell: 7 U. Nm: [560, 931, 603, 969]
weather-title: Witterungsbeobachtungen in Oldenburg: [545, 846, 949, 866]
